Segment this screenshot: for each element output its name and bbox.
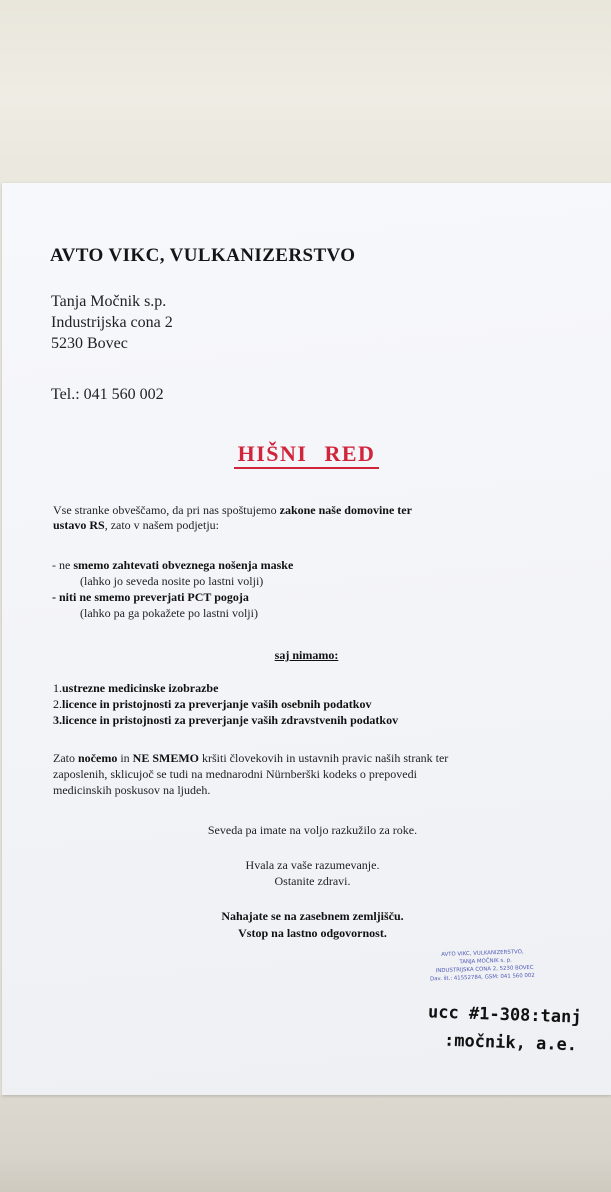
intro-line-2 xyxy=(53,518,219,533)
lack-number: 1. xyxy=(53,681,62,695)
handwritten-note-1: ucc #1-308:tanj xyxy=(427,1002,582,1028)
lack-text: licence in pristojnosti za preverjanje vaših osebnih podatkov xyxy=(62,697,372,711)
closing-text: in xyxy=(117,751,133,765)
notice-sheet xyxy=(2,183,611,1095)
lack-number: 3. xyxy=(53,713,62,727)
rule-2-bold: niti ne smemo preverjati PCT pogoja xyxy=(59,590,249,604)
lack-text: licence in pristojnosti za preverjanje vaših zdravstvenih podatkov xyxy=(62,713,399,727)
stamp-line: Dav. št.: 41552784, GSM: 041 560 002 xyxy=(429,972,535,983)
company-phone: Tel.: 041 560 002 xyxy=(51,386,164,403)
closing-text: kršiti človekovih in ustavnih pravic naših strank ter xyxy=(199,751,449,765)
rule-1 xyxy=(52,558,293,573)
stamp-line: TANJA MOČNIK s. p. xyxy=(459,957,512,966)
closing-text: Zato xyxy=(53,751,78,765)
rule-1-bold: smemo zahtevati obveznega nošenja maske xyxy=(73,558,294,572)
lack-text: ustrezne medicinske izobrazbe xyxy=(62,681,219,695)
subheading: saj nimamo: xyxy=(274,648,339,662)
page-title xyxy=(2,441,611,467)
private-land-line: Nahajate se na zasebnem zemljišču. xyxy=(221,909,404,923)
lack-item xyxy=(53,713,398,728)
company-street: Industrijska cona 2 xyxy=(51,314,173,331)
intro-line-1 xyxy=(53,503,412,518)
rule-2 xyxy=(52,590,249,605)
intro-bold-2: ustavo RS xyxy=(53,518,105,532)
intro-text-2: , zato v našem podjetju: xyxy=(104,518,219,532)
rule-1-note: (lahko jo seveda nosite po lastni volji) xyxy=(80,574,264,588)
rule-1-prefix: - ne xyxy=(52,558,74,572)
sanitizer-note: Seveda pa imate na voljo razkužilo za roke. xyxy=(207,823,418,837)
stay-healthy-line: Ostanite zdravi. xyxy=(274,874,351,888)
thanks-line: Hvala za vaše razumevanje. xyxy=(245,858,380,872)
company-city: 5230 Bovec xyxy=(51,335,128,352)
rule-2-note: (lahko pa ga pokažete po lastni volji) xyxy=(80,606,258,620)
closing-line-3: medicinskih poskusov na ljudeh. xyxy=(53,783,211,797)
closing-bold: NE SMEMO xyxy=(132,751,200,765)
intro-bold: zakone naše domovine ter xyxy=(279,503,412,517)
closing-line-2: zaposlenih, sklicujoč se tudi na mednarodni Nürnberški kodeks o prepovedi xyxy=(53,767,417,781)
rule-2-prefix: - xyxy=(52,590,59,604)
lack-number: 2. xyxy=(53,697,62,711)
stamp-line: AVTO VIKC, VULKANIZERSTVO, xyxy=(441,949,524,959)
intro-text: Vse stranke obveščamo, da pri nas spoštujemo xyxy=(53,503,280,517)
company-title: AVTO VIKC, VULKANIZERSTVO xyxy=(50,245,356,266)
stamp-line: INDUSTRIJSKA CONA 2, 5230 BOVEC xyxy=(435,964,534,975)
lack-item xyxy=(53,697,371,712)
handwritten-note-2: :močnik, a.e. xyxy=(443,1030,578,1056)
closing-line-1 xyxy=(53,751,448,766)
company-owner: Tanja Močnik s.p. xyxy=(51,293,167,310)
company-stamp xyxy=(429,947,571,1008)
page-title-text: HIŠNI RED xyxy=(234,441,380,469)
lack-item xyxy=(53,681,218,696)
wall-background xyxy=(0,1095,611,1192)
own-risk-line: Vstop na lastno odgovornost. xyxy=(238,926,387,940)
closing-bold: nočemo xyxy=(78,751,118,765)
